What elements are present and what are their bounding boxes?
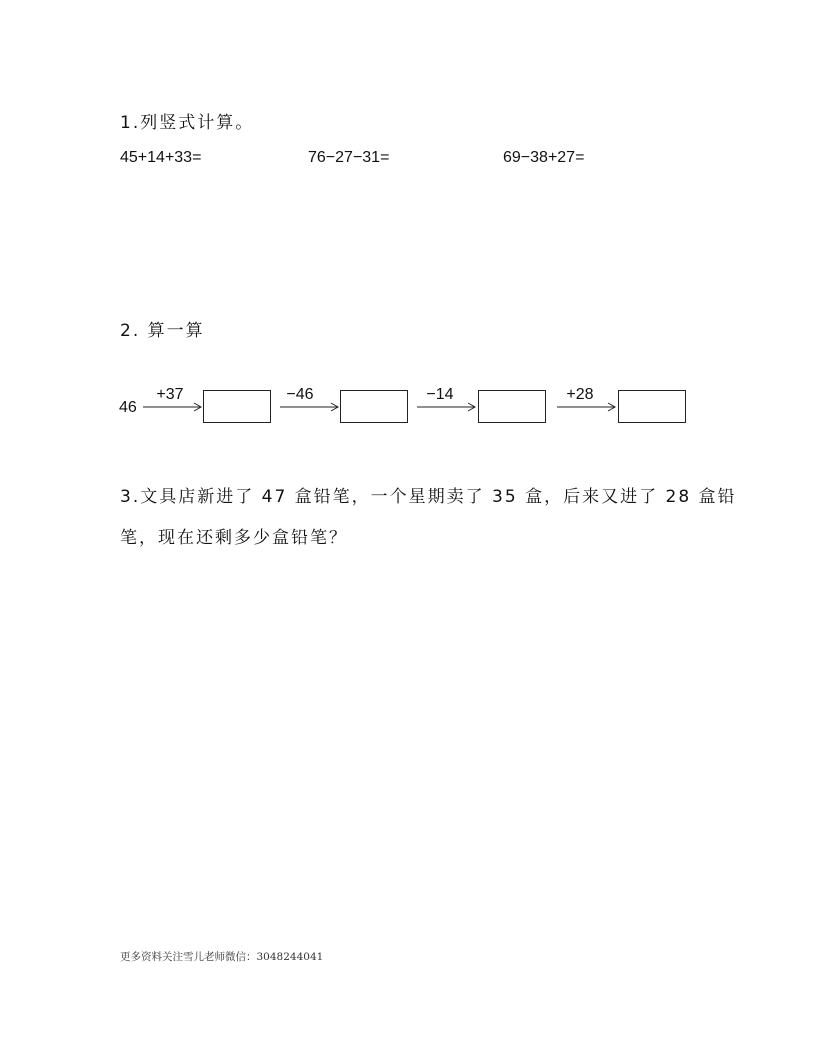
question-3-line-2: 笔，现在还剩多少盒铅笔？	[120, 528, 348, 548]
expression-3: 69−38+27=	[503, 149, 585, 166]
arrow-2	[280, 402, 340, 412]
answer-box-4[interactable]	[618, 390, 686, 423]
arrow-1	[143, 402, 203, 412]
arrow-4	[557, 402, 617, 412]
footer-note: 更多资料关注雪儿老师微信：3048244041	[120, 951, 324, 963]
operation-label-1: +37	[156, 386, 184, 403]
operation-label-3: −14	[426, 386, 454, 403]
question-1-title: 1.列竖式计算。	[120, 113, 255, 133]
operation-label-2: −46	[286, 386, 314, 403]
arrow-3	[417, 402, 477, 412]
question-2-title: 2. 算一算	[120, 321, 205, 341]
question-3-line-1: 3.文具店新进了 47 盒铅笔，一个星期卖了 35 盒，后来又进了 28 盒铅	[120, 487, 737, 507]
operation-label-4: +28	[566, 386, 594, 403]
answer-box-3[interactable]	[478, 390, 546, 423]
expression-1: 45+14+33=	[120, 149, 202, 166]
expression-2: 76−27−31=	[308, 149, 390, 166]
answer-box-2[interactable]	[340, 390, 408, 423]
start-value: 46	[119, 399, 137, 416]
answer-box-1[interactable]	[203, 390, 271, 423]
